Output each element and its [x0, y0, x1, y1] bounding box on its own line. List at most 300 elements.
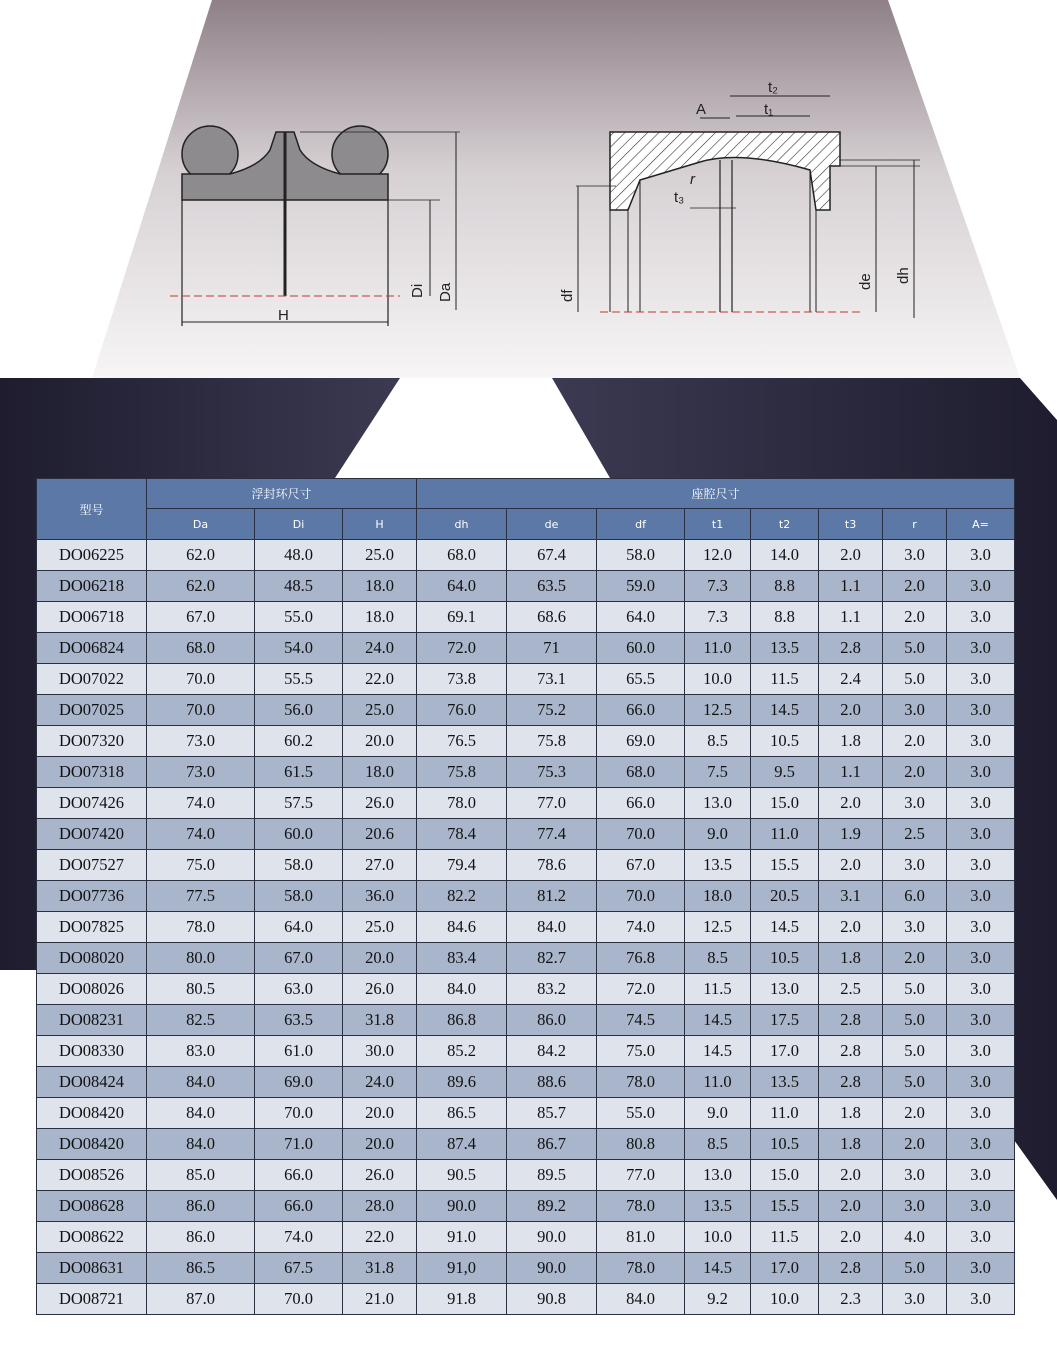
model-cell: DO07022 [37, 664, 147, 695]
table-cell: 2.0 [819, 912, 883, 943]
table-cell: 5.0 [883, 1253, 947, 1284]
model-cell: DO08420 [37, 1129, 147, 1160]
table-cell: 90.0 [507, 1253, 597, 1284]
table-cell: 1.1 [819, 571, 883, 602]
table-cell: 11.5 [751, 664, 819, 695]
table-cell: 57.5 [255, 788, 343, 819]
table-cell: 8.8 [751, 571, 819, 602]
column-header: t1 [685, 509, 751, 540]
table-cell: 13.5 [751, 1067, 819, 1098]
table-cell: 74.0 [147, 819, 255, 850]
table-cell: 3.0 [947, 1036, 1015, 1067]
table-cell: 69.0 [255, 1067, 343, 1098]
table-cell: 67.0 [255, 943, 343, 974]
table-cell: 63.5 [255, 1005, 343, 1036]
table-cell: 3.0 [947, 1067, 1015, 1098]
table-cell: 78.0 [417, 788, 507, 819]
table-cell: 20.0 [343, 1098, 417, 1129]
table-cell: 8.5 [685, 943, 751, 974]
table-cell: 78.0 [597, 1253, 685, 1284]
model-cell: DO08628 [37, 1191, 147, 1222]
table-cell: 80.5 [147, 974, 255, 1005]
table-cell: 18.0 [685, 881, 751, 912]
table-cell: 2.0 [883, 943, 947, 974]
table-cell: 10.0 [685, 1222, 751, 1253]
table-cell: 3.0 [947, 726, 1015, 757]
table-cell: 26.0 [343, 1160, 417, 1191]
table-cell: 11.0 [685, 633, 751, 664]
table-cell: 91.0 [417, 1222, 507, 1253]
label-de: de [857, 273, 874, 290]
table-cell: 62.0 [147, 540, 255, 571]
label-df: df [559, 289, 576, 302]
table-cell: 67.0 [147, 602, 255, 633]
table-cell: 17.0 [751, 1036, 819, 1067]
table-cell: 15.5 [751, 850, 819, 881]
table-cell: 55.0 [597, 1098, 685, 1129]
table-cell: 2.0 [819, 1160, 883, 1191]
table-cell: 3.0 [947, 1191, 1015, 1222]
model-cell: DO07426 [37, 788, 147, 819]
table-cell: 3.0 [883, 1191, 947, 1222]
table-row [37, 881, 1015, 912]
table-row [37, 943, 1015, 974]
table-cell: 81.0 [597, 1222, 685, 1253]
table-cell: 54.0 [255, 633, 343, 664]
model-cell: DO08424 [37, 1067, 147, 1098]
table-cell: 66.0 [597, 695, 685, 726]
table-cell: 3.0 [947, 943, 1015, 974]
table-cell: 79.4 [417, 850, 507, 881]
column-header: t3 [819, 509, 883, 540]
table-cell: 70.0 [147, 695, 255, 726]
table-cell: 60.0 [597, 633, 685, 664]
model-cell: DO07420 [37, 819, 147, 850]
table-cell: 11.0 [751, 1098, 819, 1129]
table-cell: 86.0 [147, 1222, 255, 1253]
table-cell: 74.5 [597, 1005, 685, 1036]
table-cell: 68.6 [507, 602, 597, 633]
table-cell: 25.0 [343, 912, 417, 943]
table-cell: 2.0 [883, 1129, 947, 1160]
table-cell: 84.0 [147, 1129, 255, 1160]
table-cell: 20.0 [343, 1129, 417, 1160]
table-cell: 75.3 [507, 757, 597, 788]
table-cell: 74.0 [147, 788, 255, 819]
table-cell: 20.0 [343, 943, 417, 974]
table-cell: 59.0 [597, 571, 685, 602]
table-cell: 3.0 [947, 540, 1015, 571]
table-row [37, 1129, 1015, 1160]
model-cell: DO08420 [37, 1098, 147, 1129]
table-cell: 15.5 [751, 1191, 819, 1222]
table-cell: 71 [507, 633, 597, 664]
model-cell: DO06218 [37, 571, 147, 602]
table-cell: 1.8 [819, 1098, 883, 1129]
table-cell: 75.0 [597, 1036, 685, 1067]
label-t2: t₂ [768, 79, 778, 96]
table-cell: 12.0 [685, 540, 751, 571]
table-cell: 3.0 [947, 1284, 1015, 1315]
table-cell: 10.0 [685, 664, 751, 695]
table-cell: 69.1 [417, 602, 507, 633]
table-cell: 9.0 [685, 819, 751, 850]
table-cell: 84.0 [147, 1098, 255, 1129]
table-cell: 48.5 [255, 571, 343, 602]
table-cell: 73.1 [507, 664, 597, 695]
model-cell: DO07025 [37, 695, 147, 726]
table-cell: 60.0 [255, 819, 343, 850]
table-cell: 36.0 [343, 881, 417, 912]
table-cell: 1.8 [819, 1129, 883, 1160]
seat-cavity-diagram [540, 70, 940, 340]
table-cell: 86.8 [417, 1005, 507, 1036]
table-cell: 3.0 [883, 788, 947, 819]
model-cell: DO07320 [37, 726, 147, 757]
spec-table [36, 478, 1015, 1315]
table-cell: 78.4 [417, 819, 507, 850]
label-a: A [696, 101, 707, 118]
table-cell: 9.0 [685, 1098, 751, 1129]
table-row [37, 974, 1015, 1005]
table-cell: 55.0 [255, 602, 343, 633]
table-cell: 9.5 [751, 757, 819, 788]
table-cell: 61.0 [255, 1036, 343, 1067]
table-row [37, 1067, 1015, 1098]
table-cell: 3.0 [883, 850, 947, 881]
label-di: Di [409, 283, 426, 298]
table-cell: 3.0 [947, 881, 1015, 912]
table-cell: 5.0 [883, 664, 947, 695]
table-row [37, 1036, 1015, 1067]
table-row [37, 850, 1015, 881]
model-cell: DO07527 [37, 850, 147, 881]
table-cell: 2.5 [819, 974, 883, 1005]
column-header: Da [147, 509, 255, 540]
table-cell: 25.0 [343, 540, 417, 571]
table-cell: 67.4 [507, 540, 597, 571]
table-cell: 28.0 [343, 1191, 417, 1222]
table-cell: 20.5 [751, 881, 819, 912]
table-row [37, 1191, 1015, 1222]
table-cell: 85.2 [417, 1036, 507, 1067]
table-cell: 8.5 [685, 726, 751, 757]
table-group-header-row [37, 479, 1015, 509]
table-cell: 75.2 [507, 695, 597, 726]
table-cell: 64.0 [255, 912, 343, 943]
table-cell: 3.0 [947, 633, 1015, 664]
table-cell: 2.0 [819, 540, 883, 571]
table-row [37, 633, 1015, 664]
table-cell: 3.0 [947, 1253, 1015, 1284]
table-cell: 90.5 [417, 1160, 507, 1191]
table-cell: 26.0 [343, 788, 417, 819]
table-cell: 86.5 [417, 1098, 507, 1129]
table-cell: 14.5 [685, 1005, 751, 1036]
table-cell: 3.0 [883, 1284, 947, 1315]
table-row [37, 1098, 1015, 1129]
table-cell: 4.0 [883, 1222, 947, 1253]
table-cell: 10.5 [751, 726, 819, 757]
column-header: A= [947, 509, 1015, 540]
table-cell: 89.5 [507, 1160, 597, 1191]
table-cell: 60.2 [255, 726, 343, 757]
table-cell: 2.8 [819, 1253, 883, 1284]
table-cell: 17.0 [751, 1253, 819, 1284]
table-cell: 73.0 [147, 726, 255, 757]
table-cell: 3.0 [947, 695, 1015, 726]
column-header: Di [255, 509, 343, 540]
table-cell: 74.0 [255, 1222, 343, 1253]
table-cell: 10.5 [751, 1129, 819, 1160]
table-cell: 74.0 [597, 912, 685, 943]
table-cell: 3.0 [947, 1005, 1015, 1036]
label-h: H [278, 307, 289, 324]
table-cell: 77.0 [597, 1160, 685, 1191]
table-cell: 55.5 [255, 664, 343, 695]
table-cell: 14.5 [751, 695, 819, 726]
table-cell: 86.0 [507, 1005, 597, 1036]
table-cell: 13.0 [685, 1160, 751, 1191]
table-cell: 68.0 [147, 633, 255, 664]
table-cell: 62.0 [147, 571, 255, 602]
column-header: df [597, 509, 685, 540]
table-cell: 88.6 [507, 1067, 597, 1098]
table-cell: 1.8 [819, 726, 883, 757]
table-cell: 9.2 [685, 1284, 751, 1315]
table-cell: 2.0 [883, 602, 947, 633]
table-cell: 89.2 [507, 1191, 597, 1222]
table-cell: 12.5 [685, 695, 751, 726]
table-cell: 3.0 [947, 1129, 1015, 1160]
table-cell: 77.4 [507, 819, 597, 850]
table-cell: 3.0 [947, 602, 1015, 633]
table-cell: 3.0 [947, 1222, 1015, 1253]
table-cell: 78.6 [507, 850, 597, 881]
table-cell: 13.5 [751, 633, 819, 664]
table-cell: 84.0 [597, 1284, 685, 1315]
cavity-cross-section [610, 132, 840, 312]
table-cell: 90.0 [507, 1222, 597, 1253]
model-cell: DO08231 [37, 1005, 147, 1036]
label-t1: t₁ [764, 101, 774, 118]
table-cell: 12.5 [685, 912, 751, 943]
table-cell: 27.0 [343, 850, 417, 881]
table-cell: 64.0 [597, 602, 685, 633]
table-row [37, 757, 1015, 788]
table-cell: 30.0 [343, 1036, 417, 1067]
table-cell: 14.0 [751, 540, 819, 571]
table-cell: 56.0 [255, 695, 343, 726]
table-cell: 68.0 [597, 757, 685, 788]
model-cell: DO08526 [37, 1160, 147, 1191]
header-model: 型号 [37, 479, 147, 540]
table-cell: 11.0 [751, 819, 819, 850]
table-cell: 5.0 [883, 1005, 947, 1036]
table-cell: 3.0 [883, 540, 947, 571]
table-cell: 3.0 [947, 788, 1015, 819]
model-cell: DO06718 [37, 602, 147, 633]
table-cell: 58.0 [255, 881, 343, 912]
table-cell: 2.0 [883, 571, 947, 602]
header-ring-dimensions: 浮封环尺寸 [147, 479, 417, 509]
column-header: t2 [751, 509, 819, 540]
column-header: r [883, 509, 947, 540]
table-cell: 24.0 [343, 1067, 417, 1098]
table-cell: 80.8 [597, 1129, 685, 1160]
table-cell: 18.0 [343, 757, 417, 788]
table-cell: 71.0 [255, 1129, 343, 1160]
table-cell: 7.3 [685, 571, 751, 602]
table-cell: 3.0 [947, 1160, 1015, 1191]
table-cell: 2.3 [819, 1284, 883, 1315]
table-cell: 3.1 [819, 881, 883, 912]
column-header: de [507, 509, 597, 540]
seal-ring-diagram [160, 70, 470, 340]
table-cell: 6.0 [883, 881, 947, 912]
model-cell: DO08020 [37, 943, 147, 974]
table-cell: 63.5 [507, 571, 597, 602]
table-cell: 91.8 [417, 1284, 507, 1315]
table-cell: 70.0 [255, 1284, 343, 1315]
table-row [37, 1222, 1015, 1253]
table-cell: 87.0 [147, 1284, 255, 1315]
table-cell: 89.6 [417, 1067, 507, 1098]
table-cell: 2.0 [819, 1191, 883, 1222]
table-row [37, 540, 1015, 571]
table-row [37, 819, 1015, 850]
table-cell: 67.0 [597, 850, 685, 881]
table-row [37, 1284, 1015, 1315]
table-cell: 22.0 [343, 664, 417, 695]
table-cell: 78.0 [147, 912, 255, 943]
table-cell: 5.0 [883, 1036, 947, 1067]
table-cell: 58.0 [255, 850, 343, 881]
table-cell: 81.2 [507, 881, 597, 912]
table-cell: 70.0 [255, 1098, 343, 1129]
table-cell: 48.0 [255, 540, 343, 571]
table-cell: 70.0 [147, 664, 255, 695]
table-cell: 3.0 [947, 757, 1015, 788]
model-cell: DO08721 [37, 1284, 147, 1315]
table-cell: 13.5 [685, 850, 751, 881]
table-cell: 58.0 [597, 540, 685, 571]
model-cell: DO07825 [37, 912, 147, 943]
table-cell: 10.0 [751, 1284, 819, 1315]
table-cell: 3.0 [947, 1098, 1015, 1129]
model-cell: DO06225 [37, 540, 147, 571]
table-cell: 73.8 [417, 664, 507, 695]
table-cell: 11.5 [751, 1222, 819, 1253]
table-row [37, 1160, 1015, 1191]
table-cell: 70.0 [597, 881, 685, 912]
table-cell: 82.5 [147, 1005, 255, 1036]
table-row [37, 664, 1015, 695]
table-cell: 3.0 [947, 974, 1015, 1005]
table-cell: 1.9 [819, 819, 883, 850]
label-t3: t₃ [674, 189, 685, 206]
model-cell: DO08622 [37, 1222, 147, 1253]
table-cell: 91,0 [417, 1253, 507, 1284]
table-cell: 2.8 [819, 1005, 883, 1036]
table-row [37, 726, 1015, 757]
table-cell: 18.0 [343, 571, 417, 602]
label-da: Da [437, 282, 454, 302]
table-cell: 83.2 [507, 974, 597, 1005]
table-cell: 75.0 [147, 850, 255, 881]
column-header: H [343, 509, 417, 540]
table-cell: 64.0 [417, 571, 507, 602]
table-cell: 66.0 [255, 1160, 343, 1191]
table-cell: 13.5 [685, 1191, 751, 1222]
table-cell: 17.5 [751, 1005, 819, 1036]
table-row [37, 1005, 1015, 1036]
table-cell: 69.0 [597, 726, 685, 757]
table-cell: 85.0 [147, 1160, 255, 1191]
table-cell: 85.7 [507, 1098, 597, 1129]
table-row [37, 695, 1015, 726]
table-cell: 13.0 [685, 788, 751, 819]
table-row [37, 571, 1015, 602]
table-cell: 77.5 [147, 881, 255, 912]
table-cell: 3.0 [883, 1160, 947, 1191]
table-cell: 83.4 [417, 943, 507, 974]
table-cell: 3.0 [947, 850, 1015, 881]
table-cell: 3.0 [883, 695, 947, 726]
table-cell: 76.8 [597, 943, 685, 974]
table-cell: 2.0 [883, 1098, 947, 1129]
table-body [37, 540, 1015, 1315]
table-row [37, 788, 1015, 819]
table-cell: 66.0 [597, 788, 685, 819]
table-cell: 3.0 [947, 819, 1015, 850]
table-cell: 78.0 [597, 1067, 685, 1098]
table-cell: 22.0 [343, 1222, 417, 1253]
table-cell: 31.8 [343, 1005, 417, 1036]
table-cell: 86.0 [147, 1191, 255, 1222]
label-r: r [690, 171, 695, 188]
table-cell: 10.5 [751, 943, 819, 974]
table-cell: 7.3 [685, 602, 751, 633]
table-cell: 66.0 [255, 1191, 343, 1222]
table-cell: 73.0 [147, 757, 255, 788]
table-cell: 20.0 [343, 726, 417, 757]
model-cell: DO06824 [37, 633, 147, 664]
table-cell: 5.0 [883, 633, 947, 664]
model-cell: DO07736 [37, 881, 147, 912]
table-cell: 84.0 [147, 1067, 255, 1098]
table-cell: 90.8 [507, 1284, 597, 1315]
table-cell: 2.0 [819, 1222, 883, 1253]
model-cell: DO07318 [37, 757, 147, 788]
table-cell: 76.0 [417, 695, 507, 726]
table-cell: 75.8 [417, 757, 507, 788]
table-cell: 15.0 [751, 1160, 819, 1191]
table-cell: 84.0 [417, 974, 507, 1005]
table-cell: 83.0 [147, 1036, 255, 1067]
table-cell: 82.2 [417, 881, 507, 912]
table-cell: 5.0 [883, 1067, 947, 1098]
table-cell: 15.0 [751, 788, 819, 819]
table-cell: 67.5 [255, 1253, 343, 1284]
table-cell: 2.0 [883, 726, 947, 757]
table-cell: 1.8 [819, 943, 883, 974]
table-row [37, 602, 1015, 633]
table-cell: 26.0 [343, 974, 417, 1005]
table-cell: 87.4 [417, 1129, 507, 1160]
table-cell: 2.5 [883, 819, 947, 850]
table-cell: 86.7 [507, 1129, 597, 1160]
